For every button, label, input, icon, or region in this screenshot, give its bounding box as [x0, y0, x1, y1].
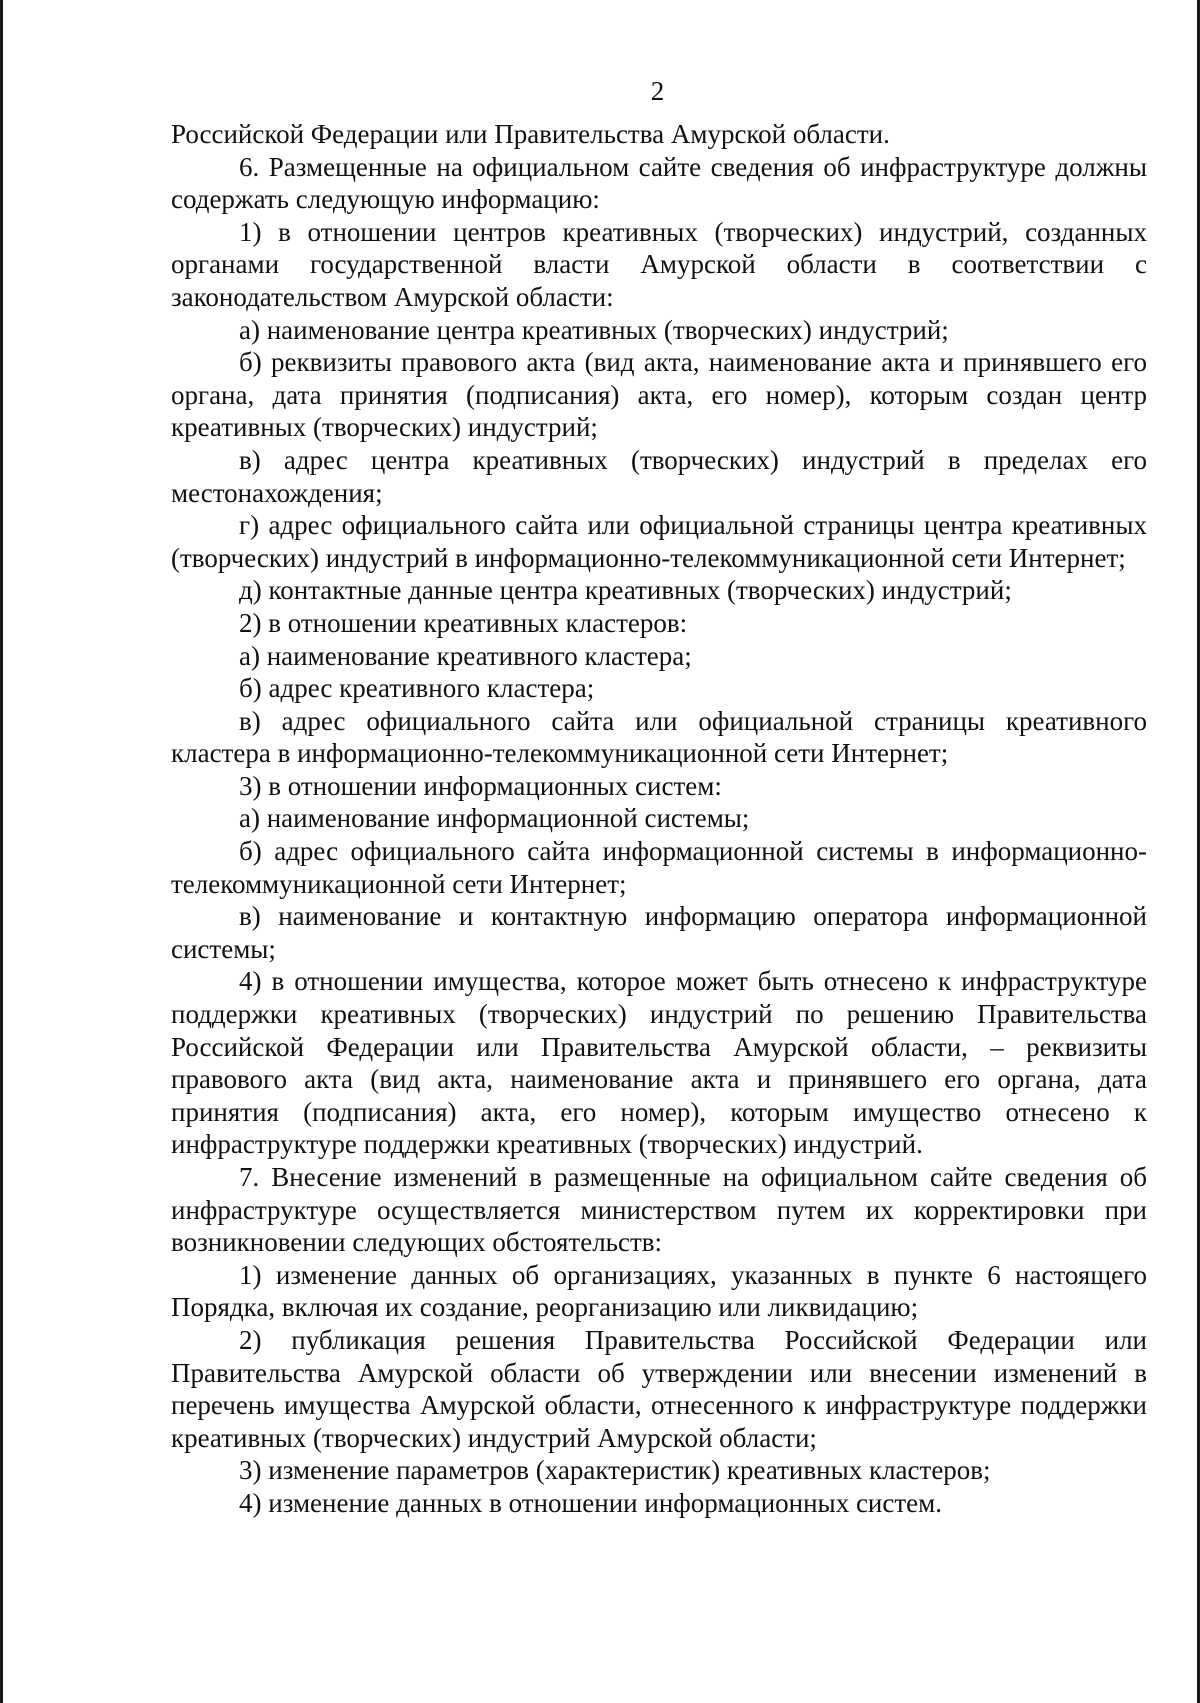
paragraph-item-7-1: 1) изменение данных об организациях, указанных в пункте 6 настоящего Порядка, включая их создание, реорганизацию или ликвидацию; [171, 1259, 1147, 1323]
document-body [171, 118, 1147, 1520]
page-number: 2 [650, 76, 665, 106]
paragraph-item-7-4: 4) изменение данных в отношении информационных систем. [239, 1487, 942, 1518]
paragraph-item-6-1-v: в) адрес центра креативных (творческих) индустрий в пределах его местонахождения; [171, 444, 1147, 508]
paragraph-item-6-2-a: а) наименование креативного кластера; [239, 640, 692, 671]
paragraph-item-6-2-v: в) адрес официального сайта или официальной страницы креативного кластера в информационно-телекоммуникационной сети Интернет; [171, 705, 1147, 769]
paragraph-item-6-2-b: б) адрес креативного кластера; [239, 673, 595, 704]
paragraph-item-6-3-v: в) наименование и контактную информацию оператора информационной системы; [171, 901, 1147, 964]
paragraph-item-6-3-b: б) адрес официального сайта информационной системы в информационно-телекоммуникационной сети Интернет; [171, 836, 1147, 899]
paragraph-item-6-1-d: д) контактные данные центра креативных (творческих) индустрий; [239, 575, 1012, 606]
paragraph-item-6-2: 2) в отношении креативных кластеров: [239, 607, 688, 638]
paragraph-item-6-4: 4) в отношении имущества, которое может быть отнесено к инфраструктуре поддержки креативных (творческих) индустрий по решению Правительства Российской Федерации или Правительства Амурской области, – реквизиты правового акта (вид акта, наименование акта и принявшего его органа, дата принятия (подписания) акта, его номер), которым имущество отнесено к инфраструктуре поддержки креативных (творческих) индустрий. [171, 966, 1147, 1160]
paragraph-item-6-3: 3) в отношении информационных систем: [239, 770, 722, 801]
paragraph-item-6-3-a: а) наименование информационной системы; [239, 803, 750, 834]
paragraph-item-6-1-a: а) наименование центра креативных (творческих) индустрий; [239, 314, 949, 345]
scan-left-edge [0, 0, 3, 1703]
paragraph-item-7: 7. Внесение изменений в размещенные на официальном сайте сведения об инфраструктуре осуществляется министерством путем их корректировки при возникновении следующих обстоятельств: [171, 1162, 1147, 1258]
paragraph-item-6: 6. Размещенные на официальном сайте сведения об инфраструктуре должны содержать следующую информацию: [171, 151, 1147, 215]
paragraph-item-7-3: 3) изменение параметров (характеристик) креативных кластеров; [239, 1455, 991, 1486]
paragraph-item-7-2: 2) публикация решения Правительства Российской Федерации или Правительства Амурской области об утверждении или внесении изменений в перечень имущества Амурской области, отнесенного к инфраструктуре поддержки креативных (творческих) индустрий Амурской области; [171, 1324, 1147, 1453]
paragraph-continuation: Российской Федерации или Правительства Амурской области. [171, 119, 890, 149]
paragraph-item-6-1-g: г) адрес официального сайта или официальной страницы центра креативных (творческих) индустрий в информационно-телекоммуникационной сети Интернет; [171, 510, 1147, 573]
paragraph-item-6-1: 1) в отношении центров креативных (творческих) индустрий, созданных органами государственной власти Амурской области в соответствии с законодательством Амурской области: [171, 216, 1147, 312]
paragraph-item-6-1-b: б) реквизиты правового акта (вид акта, наименование акта и принявшего его органа, дата принятия (подписания) акта, его номер), которым создан центр креативных (творческих) индустрий; [171, 347, 1147, 443]
